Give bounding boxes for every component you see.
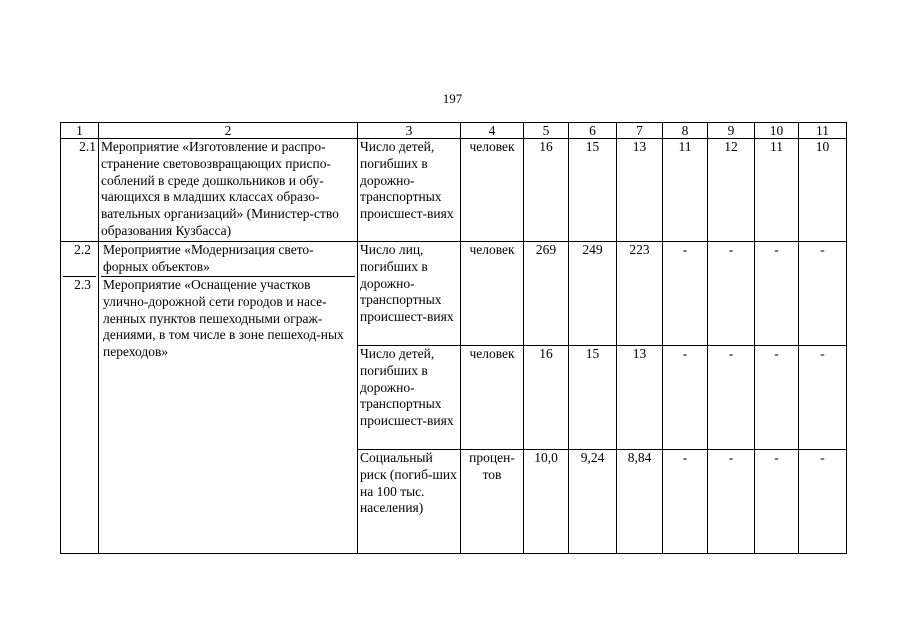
value-cell: 15 [569, 346, 617, 450]
value-cell: - [799, 450, 847, 554]
table-row [61, 139, 847, 242]
unit-cell: процен-тов [461, 450, 524, 554]
header-cell: 3 [358, 123, 461, 139]
header-cell: 10 [755, 123, 799, 139]
row-number-group [61, 242, 99, 554]
value-cell: 10,0 [524, 450, 569, 554]
value-cell: 11 [755, 139, 799, 242]
value-cell: 16 [524, 346, 569, 450]
header-cell: 9 [708, 123, 755, 139]
activity-cell: Мероприятие «Оснащение участков улично-дорожной сети городов и насе-ленных пунктов пешеходными ограж-дениями, в том числе в зоне пешеход-ных переходов» [103, 277, 344, 360]
value-cell: 8,84 [617, 450, 663, 554]
value-cell: - [755, 450, 799, 554]
value-cell: - [708, 242, 755, 346]
value-cell: 13 [617, 346, 663, 450]
header-cell: 4 [461, 123, 524, 139]
page-number: 197 [442, 91, 463, 106]
value-cell: 269 [524, 242, 569, 346]
header-cell: 11 [799, 123, 847, 139]
value-cell: - [755, 242, 799, 346]
indicator-cell: Число лиц, погибших в дорожно-транспортных происшест-виях [358, 242, 461, 346]
value-cell: 16 [524, 139, 569, 242]
value-cell: 223 [617, 242, 663, 346]
value-cell: 11 [663, 139, 708, 242]
activity-cell: Мероприятие «Модернизация свето-форных объектов» [101, 242, 355, 277]
header-cell: 6 [569, 123, 617, 139]
indicator-table [60, 122, 847, 554]
activity-cell: Мероприятие «Изготовление и распро-странение световозвращающих приспо-соблений в среде дошкольников и обу-чающихся в младших классах образо-вательных организаций» (Министер-ство образования Кузбасса) [99, 139, 358, 242]
indicator-cell: Социальный риск (погиб-ших на 100 тыс. населения) [358, 450, 461, 554]
row-number: 2.2 [63, 242, 96, 277]
table-row [61, 242, 847, 346]
value-cell: - [799, 242, 847, 346]
unit-cell: человек [461, 346, 524, 450]
value-cell: - [799, 346, 847, 450]
header-row [61, 123, 847, 139]
value-cell: - [755, 346, 799, 450]
value-cell: - [663, 346, 708, 450]
value-cell: 13 [617, 139, 663, 242]
header-cell: 7 [617, 123, 663, 139]
activity-group [99, 242, 358, 554]
row-number: 2.1 [61, 139, 99, 242]
header-cell: 8 [663, 123, 708, 139]
header-cell: 1 [61, 123, 99, 139]
value-cell: 15 [569, 139, 617, 242]
header-cell: 5 [524, 123, 569, 139]
value-cell: 249 [569, 242, 617, 346]
value-cell: - [663, 242, 708, 346]
unit-cell: человек [461, 139, 524, 242]
unit-cell: человек [461, 242, 524, 346]
header-cell: 2 [99, 123, 358, 139]
indicator-cell: Число детей, погибших в дорожно-транспортных происшест-виях [358, 346, 461, 450]
indicator-cell: Число детей, погибших в дорожно-транспортных происшест-виях [358, 139, 461, 242]
value-cell: 9,24 [569, 450, 617, 554]
row-number: 2.3 [74, 277, 91, 292]
value-cell: - [663, 450, 708, 554]
value-cell: 12 [708, 139, 755, 242]
value-cell: - [708, 450, 755, 554]
value-cell: - [708, 346, 755, 450]
value-cell: 10 [799, 139, 847, 242]
